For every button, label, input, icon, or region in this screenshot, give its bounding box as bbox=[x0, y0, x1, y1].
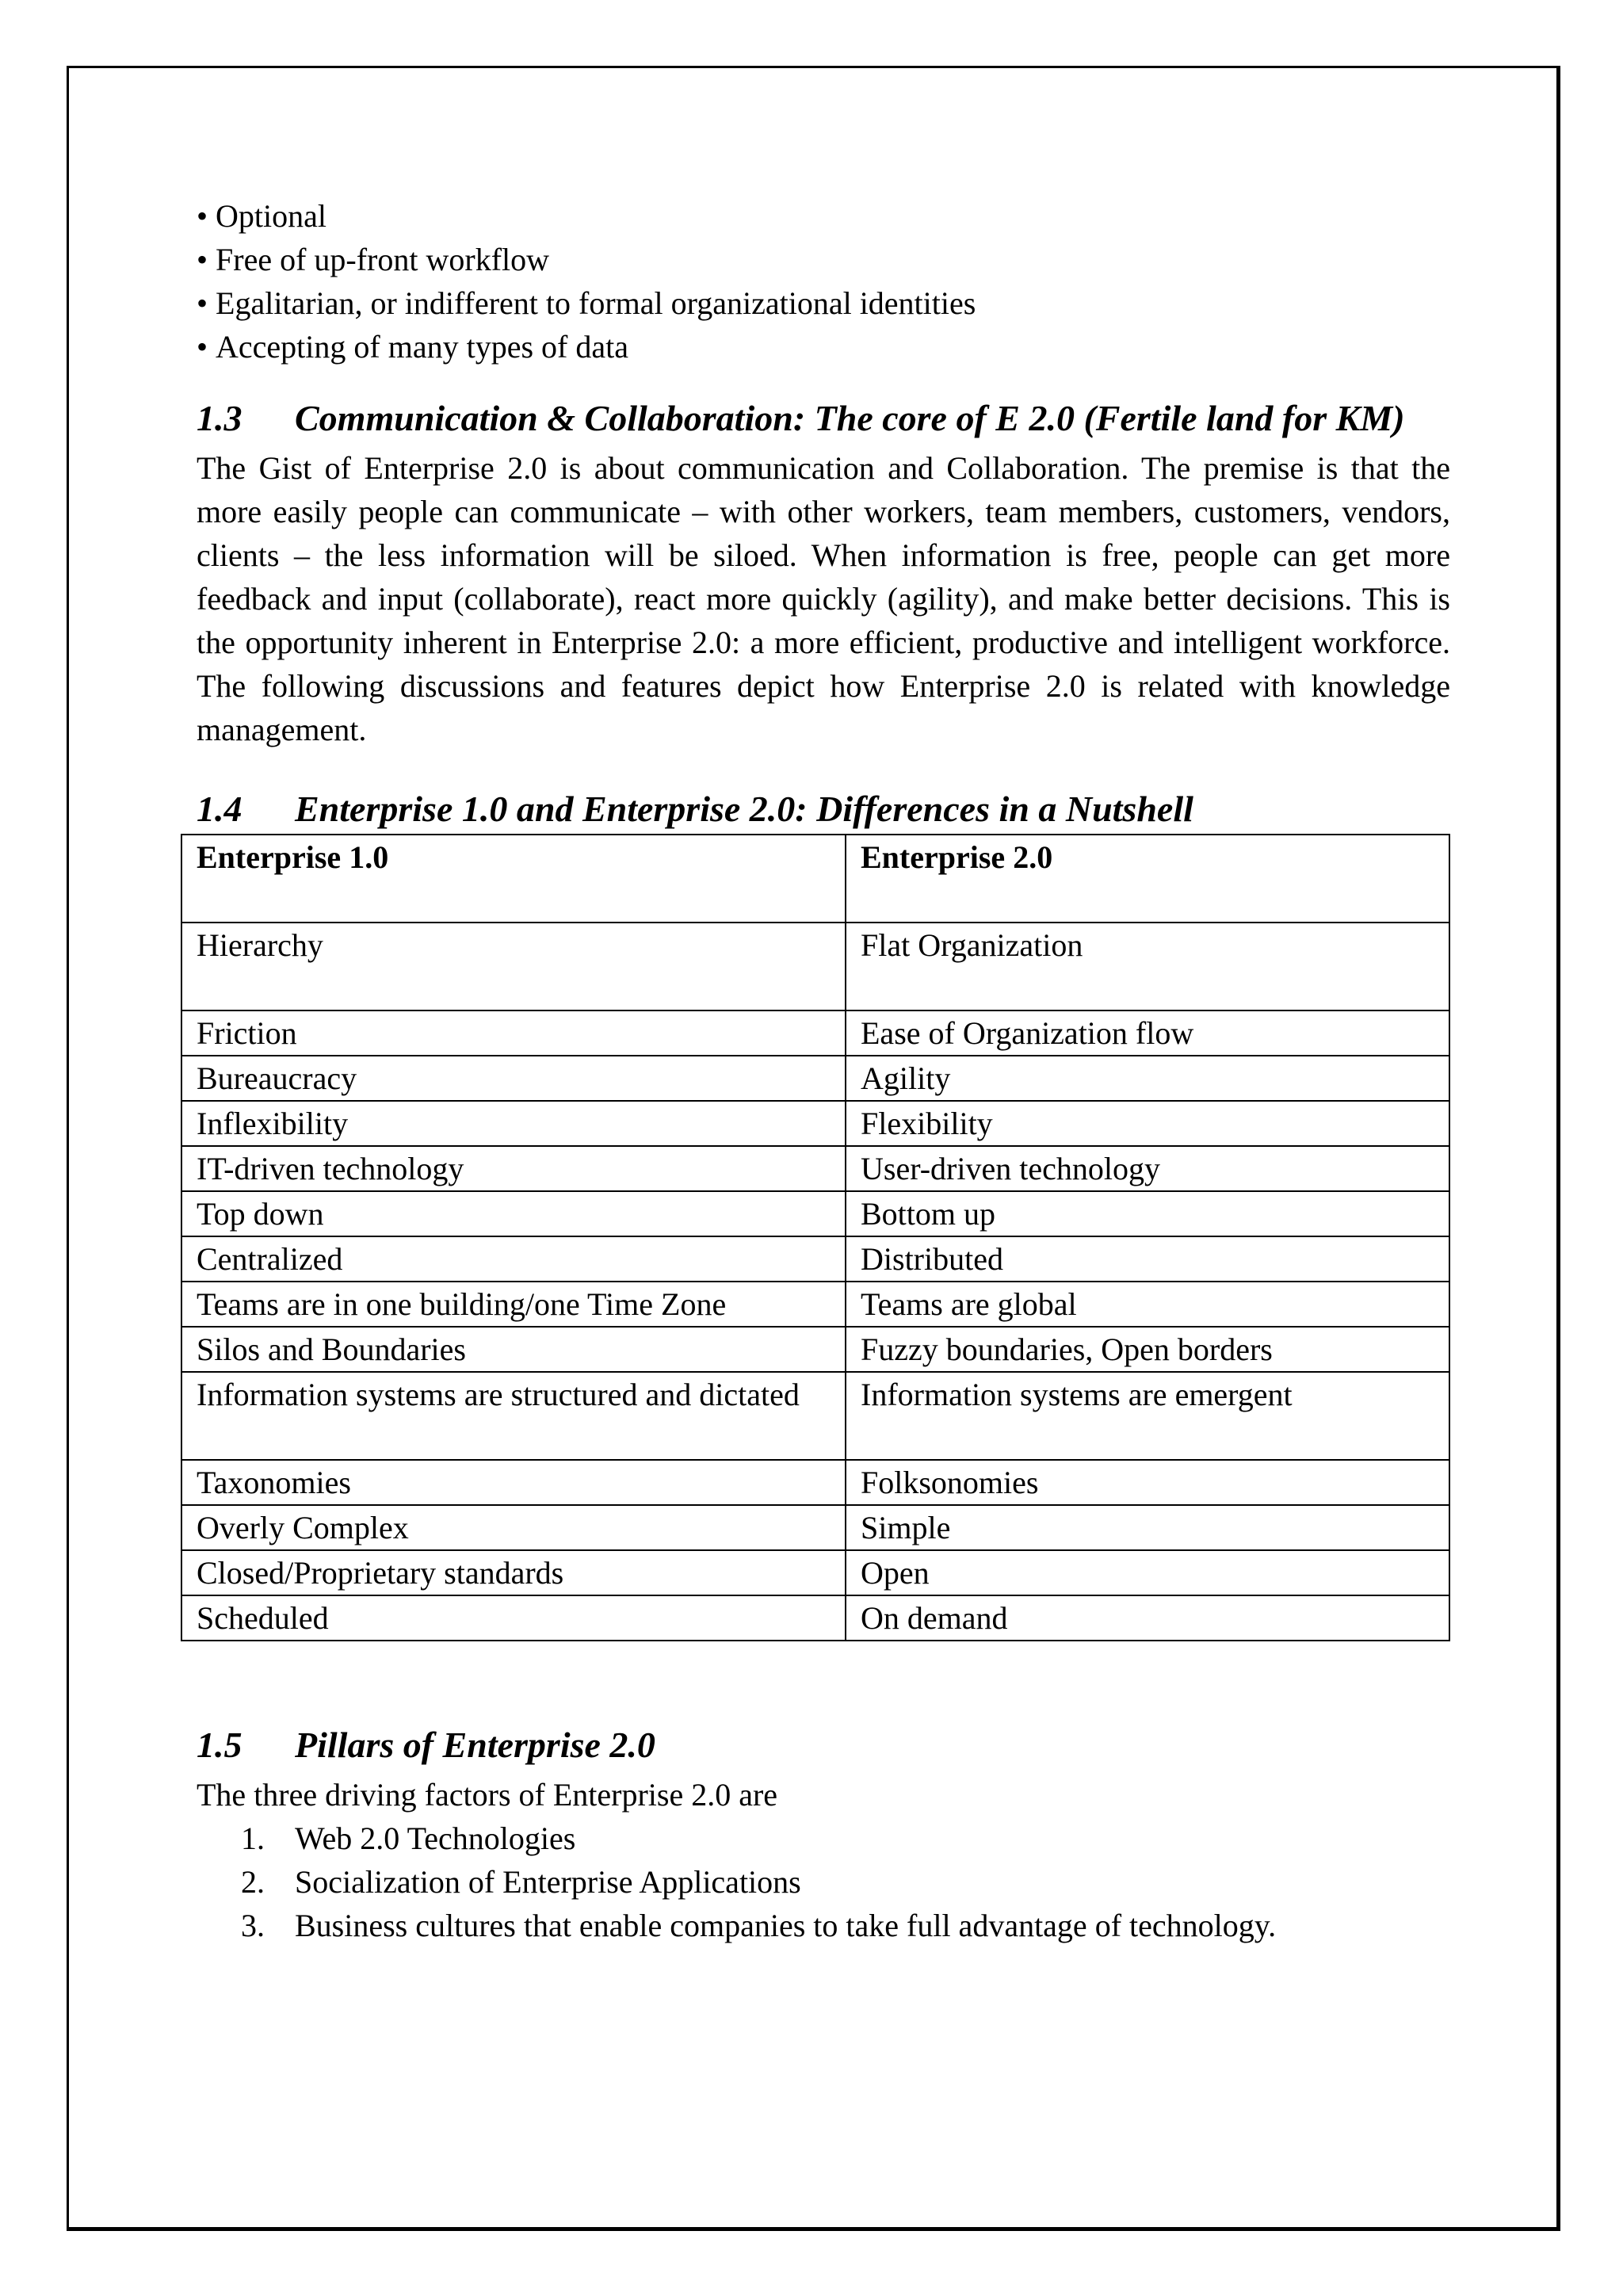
table-cell: Flat Organization bbox=[846, 923, 1449, 1010]
table-cell: Closed/Proprietary standards bbox=[181, 1550, 846, 1595]
section-number: 1.4 bbox=[197, 789, 242, 829]
document-content bbox=[197, 194, 1450, 1947]
section-number: 1.3 bbox=[197, 398, 242, 438]
section-title: Communication & Collaboration: The core of E 2.0 (Fertile land for KM) bbox=[295, 398, 1405, 438]
table-row bbox=[181, 1460, 1449, 1505]
list-item bbox=[241, 1904, 1450, 1947]
table-cell: Taxonomies bbox=[181, 1460, 846, 1505]
table-cell: Hierarchy bbox=[181, 923, 846, 1010]
comparison-table bbox=[181, 834, 1450, 1641]
table-cell: Teams are in one building/one Time Zone bbox=[181, 1282, 846, 1327]
section-title: Enterprise 1.0 and Enterprise 2.0: Differences in a Nutshell bbox=[295, 789, 1193, 829]
table-cell: Agility bbox=[846, 1056, 1449, 1101]
table-row bbox=[181, 1101, 1449, 1146]
table-cell: Folksonomies bbox=[846, 1460, 1449, 1505]
table-cell: Flexibility bbox=[846, 1101, 1449, 1146]
section-1-5-intro: The three driving factors of Enterprise 2.0 are bbox=[197, 1777, 778, 1813]
header-cell: Enterprise 2.0 bbox=[846, 835, 1449, 923]
list-number: 2. bbox=[241, 1864, 265, 1900]
table-cell: IT-driven technology bbox=[181, 1146, 846, 1191]
table-cell: Open bbox=[846, 1550, 1449, 1595]
list-text: Web 2.0 Technologies bbox=[295, 1820, 576, 1856]
table-cell: Scheduled bbox=[181, 1595, 846, 1641]
table-cell: Silos and Boundaries bbox=[181, 1327, 846, 1372]
table-cell: Fuzzy boundaries, Open borders bbox=[846, 1327, 1449, 1372]
table-row bbox=[181, 1505, 1449, 1550]
table-cell: Distributed bbox=[846, 1236, 1449, 1282]
table-row bbox=[181, 1191, 1449, 1236]
table-row bbox=[181, 1372, 1449, 1460]
list-item bbox=[241, 1817, 1450, 1860]
table-row bbox=[181, 1236, 1449, 1282]
table-cell: User-driven technology bbox=[846, 1146, 1449, 1191]
section-number: 1.5 bbox=[197, 1725, 242, 1765]
table-row bbox=[181, 1282, 1449, 1327]
pillars-list bbox=[197, 1817, 1450, 1947]
bullet-item: • Egalitarian, or indifferent to formal organizational identities bbox=[197, 281, 1450, 325]
table-cell: Information systems are emergent bbox=[846, 1372, 1449, 1460]
table-header-row bbox=[181, 835, 1449, 923]
section-1-5-heading bbox=[197, 1721, 1450, 1770]
table-cell: Bureaucracy bbox=[181, 1056, 846, 1101]
list-number: 1. bbox=[241, 1820, 265, 1856]
table-row bbox=[181, 1595, 1449, 1641]
table-row bbox=[181, 1056, 1449, 1101]
table-cell: Teams are global bbox=[846, 1282, 1449, 1327]
table-row bbox=[181, 1010, 1449, 1056]
table-row bbox=[181, 1550, 1449, 1595]
bullet-item: • Free of up-front workflow bbox=[197, 238, 1450, 281]
table-cell: Simple bbox=[846, 1505, 1449, 1550]
table-cell: Centralized bbox=[181, 1236, 846, 1282]
table-cell: Inflexibility bbox=[181, 1101, 846, 1146]
section-title: Pillars of Enterprise 2.0 bbox=[295, 1725, 655, 1765]
list-item bbox=[241, 1860, 1450, 1904]
list-text: Socialization of Enterprise Applications bbox=[295, 1864, 801, 1900]
bullet-item: • Optional bbox=[197, 194, 1450, 238]
table-row bbox=[181, 923, 1449, 1010]
list-text: Business cultures that enable companies to take full advantage of technology. bbox=[295, 1908, 1277, 1943]
table-cell: Bottom up bbox=[846, 1191, 1449, 1236]
table-cell: Friction bbox=[181, 1010, 846, 1056]
header-cell: Enterprise 1.0 bbox=[181, 835, 846, 923]
table-cell: Overly Complex bbox=[181, 1505, 846, 1550]
table-cell: On demand bbox=[846, 1595, 1449, 1641]
table-cell: Top down bbox=[181, 1191, 846, 1236]
table-cell: Ease of Organization flow bbox=[846, 1010, 1449, 1056]
table-row bbox=[181, 1146, 1449, 1191]
bullet-item: • Accepting of many types of data bbox=[197, 325, 1450, 369]
list-number: 3. bbox=[241, 1908, 265, 1943]
bullet-list bbox=[197, 194, 1450, 369]
table-row bbox=[181, 1327, 1449, 1372]
table-cell: Information systems are structured and dictated bbox=[181, 1372, 846, 1460]
section-1-3-heading bbox=[197, 392, 1450, 445]
section-1-4-heading bbox=[197, 785, 1450, 834]
section-1-3-paragraph: The Gist of Enterprise 2.0 is about communication and Collaboration. The premise is that the more easily people can communicate – with other workers, team members, customers, vendors, clients – the less information will be siloed. When information is free, people can get more feedback and input (collaborate), react more quickly (agility), and make better decisions. This is the opportunity inherent in Enterprise 2.0: a more efficient, productive and intelligent workforce. The following discussions and features depict how Enterprise 2.0 is related with knowledge management. bbox=[197, 450, 1450, 747]
